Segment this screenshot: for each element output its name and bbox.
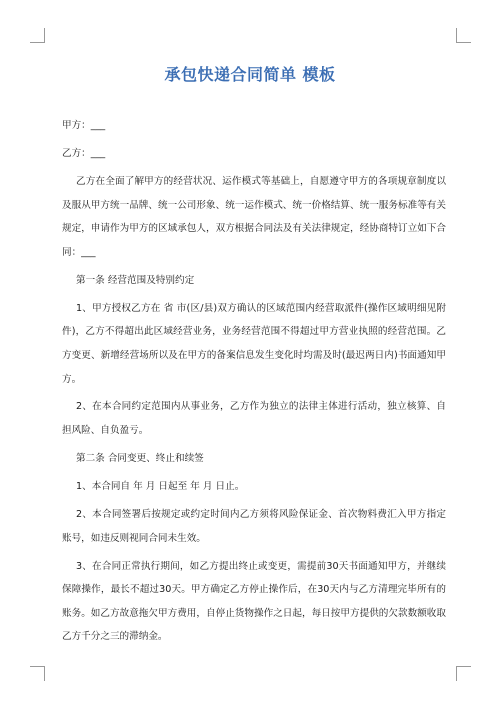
crop-mark-bottom-left <box>30 666 45 681</box>
preamble-paragraph: 乙方在全面了解甲方的经营状况、运作模式等基础上，自愿遵守甲方的各项规章制度以及服从甲方统一品牌、统一公司形象、统一运作模式、统一价格结算、统一服务标准等有关规定，申请作为甲方的区域承包人，双方根据合同法及有关法律规定，经协商特订立如下合同：___ <box>62 175 446 258</box>
article-1-heading: 第一条 经营范围及特别约定 <box>76 274 195 286</box>
article-2-heading: 第二条 合同变更、终止和续签 <box>76 453 204 465</box>
article-2-clause-2: 2、本合同签署后按规定或约定时间内乙方须将风险保证金、首次物料费汇入甲方指定账号，如违反则视同合同未生效。 <box>62 509 446 544</box>
crop-mark-top-left <box>30 28 45 43</box>
article-2-clause-1: 1、本合同自 年 月 日起至 年 月 日止。 <box>76 481 245 493</box>
party-b-line: 乙方：___ <box>62 147 106 159</box>
article-1-clause-1: 1、甲方授权乙方在 省 市(区/县)双方确认的区域范围内经营取派件(操作区域明细见附件)，乙方不得超出此区域经营业务，业务经营范围不得超过甲方营业执照的经营范围。乙方变更、新增经营场所以及在甲方的备案信息发生变化时均需及时(最迟两日内)书面通知甲方。 <box>62 302 446 385</box>
article-1-clause-2: 2、在本合同约定范围内从事业务，乙方作为独立的法律主体进行活动，独立核算、自担风险、自负盈亏。 <box>62 401 446 437</box>
party-a-line: 甲方：___ <box>62 120 106 131</box>
crop-mark-bottom-right <box>456 666 471 681</box>
crop-mark-top-right <box>456 28 471 43</box>
document-body <box>62 114 446 653</box>
document-title: 承包快递合同简单 模板 <box>164 65 336 84</box>
article-2-clause-3: 3、在合同正常执行期间，如乙方提出终止或变更，需提前30天书面通知甲方，并继续保障操作，最长不超过30天。甲方确定乙方停止操作后，在30天内与乙方清理完毕所有的账务。如乙方故意拖欠甲方费用，自停止货物操作之日起，每日按甲方提供的欠款数额收取乙方千分之三的滞纳金。 <box>62 560 446 643</box>
